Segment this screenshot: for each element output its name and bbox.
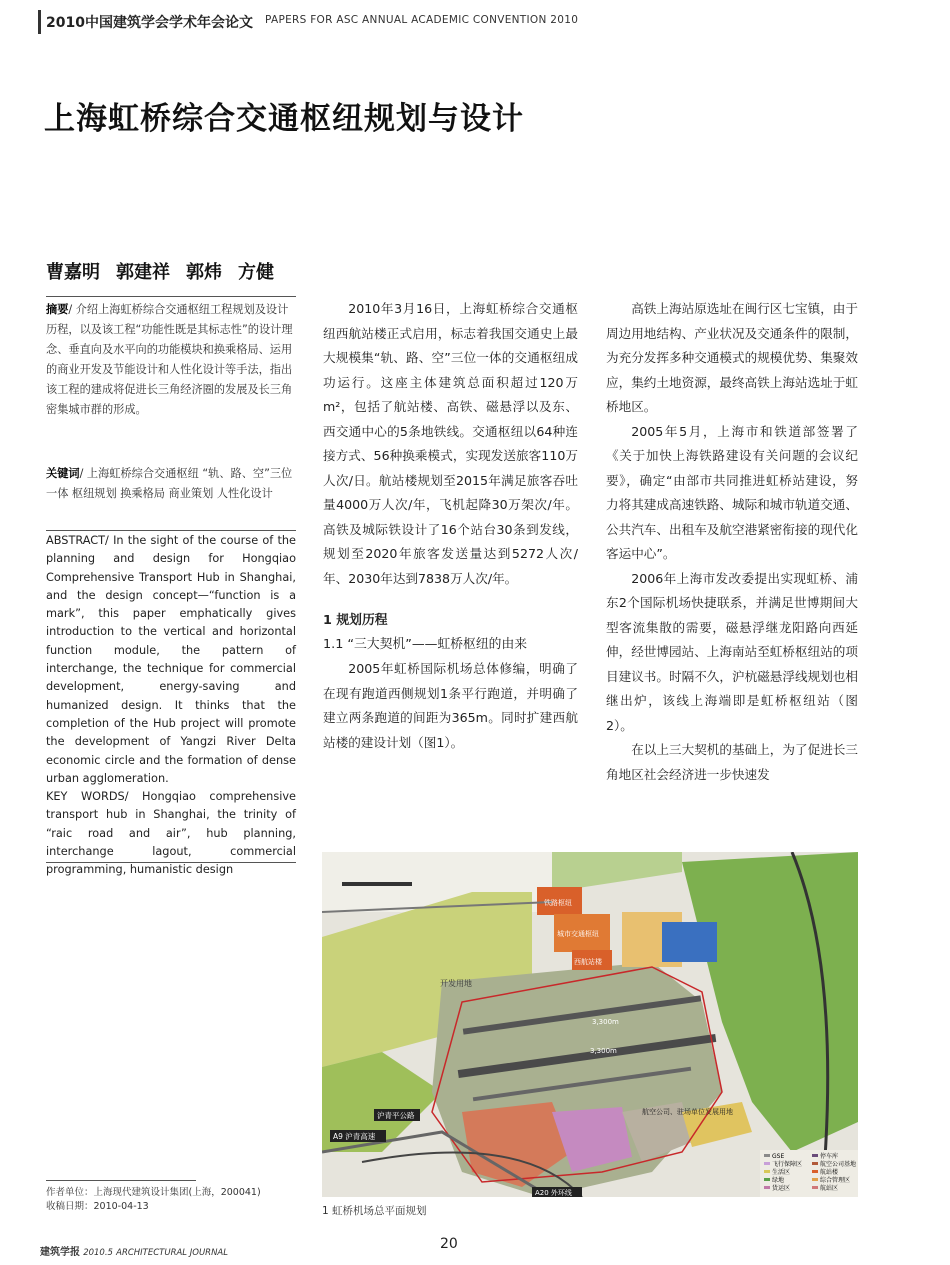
journal-name-en: PAPERS FOR ASC ANNUAL ACADEMIC CONVENTION 2010 (265, 14, 579, 26)
paragraph: 2005年虹桥国际机场总体修编，明确了在现有跑道西侧规划1条平行跑道，并明确了建立两条跑道的间距为365m。同时扩建西航站楼的建设计划（图1）。 (323, 661, 578, 750)
keywords-cn (46, 464, 296, 504)
legend-item: GSE (772, 1153, 785, 1160)
keywords-en-text: KEY WORDS/ Hongqiao comprehensive transport hub in Shanghai, the trinity of “raic road and air”, hub planning, interchange lagout, commercial programming, humanistic design (46, 790, 296, 877)
journal-footer (40, 1243, 228, 1258)
legend-item: 停车库 (820, 1153, 839, 1160)
paragraph: 2006年上海市发改委提出实现虹桥、浦东2个国际机场快捷联系，并满足世博期间大型客流集散的需要，磁悬浮继龙阳路向西延伸，经世博园站、上海南站至虹桥枢纽站的项目建议书。时隔不久，沪杭磁悬浮线规划也相继出炉，该线上海端即是虹桥枢纽站（图2）。 (606, 570, 858, 733)
legend-item: 绿地 (772, 1177, 785, 1184)
legend-item: 航站区 (820, 1185, 839, 1192)
keywords-label: 关键词 (46, 467, 80, 480)
abstract-cn (46, 300, 296, 420)
legend-item: 综合管理区 (820, 1177, 851, 1184)
body-column-2 (606, 297, 858, 787)
legend-item: 航空公司基地 (820, 1161, 857, 1168)
author: 郭炜 (186, 262, 222, 283)
received-date: 收稿日期：2010-04-13 (46, 1201, 149, 1212)
paragraph: 高铁上海站原选址在闽行区七宝镇，由于周边用地结构、产业状况及交通条件的限制，为充分发挥多种交通模式的规模优势、集聚效应，集约土地资源，最终高铁上海站选址于虹桥地区。 (606, 301, 858, 414)
label-airline-dev: 航空公司、驻场单位发展用地 (642, 1108, 733, 1116)
footer-journal-en: ARCHITECTURAL JOURNAL (116, 1248, 228, 1258)
abstract-en (46, 532, 296, 880)
footer-issue: 2010.5 (83, 1248, 113, 1258)
divider (46, 530, 296, 531)
label-rail-hub: 铁路枢纽 (544, 899, 572, 907)
keywords-text: / 上海虹桥综合交通枢纽 “轨、路、空”三位一体 枢纽规划 换乘格局 商业策划 人性化设计 (46, 467, 293, 500)
divider (46, 1180, 196, 1181)
section-heading: 1 规划历程 (323, 613, 388, 628)
author: 方健 (238, 262, 274, 283)
divider (46, 862, 296, 863)
label-a20: A20 外环线 (535, 1189, 572, 1197)
legend-item: 生活区 (772, 1169, 791, 1176)
legend-item: 航站楼 (820, 1169, 839, 1176)
journal-name-cn: 2010中国建筑学会学术年会论文 (46, 15, 253, 31)
paragraph: 2005年5月，上海市和铁道部签署了《关于加快上海铁路建设有关问题的会议纪要》，确定“由部市共同推进虹桥站建设，努力将其建成高速铁路、城际和城市轨道交通、公共汽车、出租车及航空港紧密衔接的现代化客运中心”。 (606, 423, 858, 561)
figure-legend (760, 1150, 858, 1197)
footer-journal: 建筑学报 (40, 1247, 80, 1258)
airport-master-plan-figure (322, 852, 858, 1197)
paper-title: 上海虹桥综合交通枢纽规划与设计 (44, 101, 524, 137)
legend-item: 货运区 (772, 1185, 791, 1192)
scale-bar (342, 882, 412, 886)
label-city-transport: 城市交通枢纽 (557, 930, 599, 938)
author: 郭建祥 (116, 262, 170, 283)
label-west-terminal: 西航站楼 (574, 958, 602, 966)
figure-caption: 1 虹桥机场总平面规划 (322, 1205, 427, 1217)
abstract-label: 摘要 (46, 303, 69, 316)
label-dev-land: 开发用地 (440, 979, 472, 988)
body-column-1 (323, 297, 578, 755)
paragraph: 2010年3月16日，上海虹桥综合交通枢纽西航站楼正式启用，标志着我国交通史上最大规模集“轨、路、空”三位一体的交通枢纽成功运行。这座主体建筑总面积超过120万m²，包括了航站楼、高铁、磁悬浮以及东、西交通中心的5条地铁线。交通枢纽以64种连接方式、56种换乘模式，实现发送旅客110万人次/日。航站楼规划至2015年满足旅客吞吐量4000万人次/年，飞机起降30万架次/年。高铁及城际铁设计了16个站台30条到发线，规划至2020年旅客发送量达到5272人次/年、2030年达到7838万人次/年。 (323, 301, 578, 586)
abstract-en-text: ABSTRACT/ In the sight of the course of the planning and design for Hongqiao Comprehensive Transport Hub in Shanghai, and the design concept—“function is a mark”, this paper emphatically gives introduction to the vertical and horizontal function module, the pattern of interchange, the technique for commercial development, energy-saving and humanized design. It thinks that the completion of the Hub project will promote the development of Yangzi River Delta economic circle and the formation of dense urban agglomeration. (46, 534, 296, 785)
paragraph: 在以上三大契机的基础上，为了促进长三角地区社会经济进一步快速发 (606, 742, 858, 782)
author: 曹嘉明 (46, 262, 100, 283)
label-huqing-road: 沪青平公路 (377, 1111, 415, 1120)
footnote (46, 1186, 261, 1214)
page-number: 20 (440, 1236, 458, 1252)
label-runway-1: 3,300m (592, 1018, 619, 1026)
divider (46, 296, 296, 297)
abstract-text: / 介绍上海虹桥综合交通枢纽工程规划及设计历程，以及该工程“功能性既是其标志性”的设计理念、垂直向及水平向的功能模块和换乘格局、运用的商业开发及节能设计和人性化设计等手法，指出该工程的建成将促进长三角经济圈的发展及长三角密集城市群的形成。 (46, 303, 293, 416)
legend-item: 飞行保障区 (772, 1161, 803, 1168)
label-runway-2: 3,300m (590, 1047, 617, 1055)
subsection-heading: 1.1 “三大契机”——虹桥枢纽的由来 (323, 637, 528, 652)
author-list (46, 258, 290, 284)
label-a9: A9 沪青高速 (333, 1132, 376, 1141)
author-affiliation: 作者单位：上海现代建筑设计集团(上海，200041) (46, 1187, 261, 1198)
header-bar (38, 10, 41, 34)
